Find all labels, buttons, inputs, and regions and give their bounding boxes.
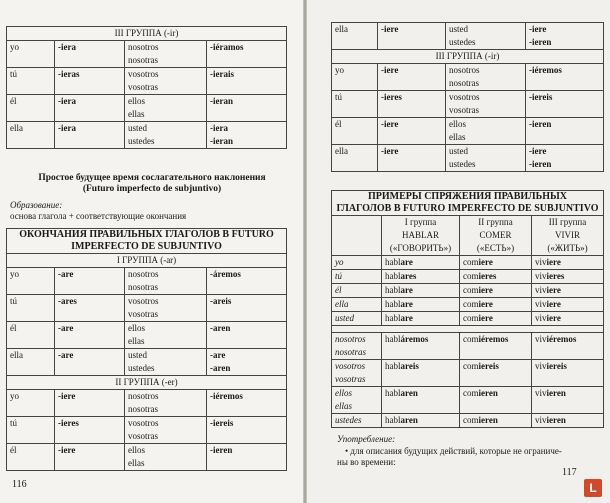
pronoun: yo	[332, 64, 378, 91]
endings-title: ОКОНЧАНИЯ ПРАВИЛЬНЫХ ГЛАГОЛОВ В FUTURO IMPERFECTO DE SUBJUNTIVO	[7, 229, 287, 254]
table-row: él hablare comiere viviere	[332, 284, 604, 298]
table-row: ustedes hablaren comieren vivieren	[332, 414, 604, 428]
plural-pronouns: vosotros vosotras	[125, 295, 207, 322]
verb-ending: ieren	[478, 415, 498, 425]
formation-text: основа глагола + соответствующие окончания	[10, 211, 187, 221]
ending: -iereis	[207, 417, 287, 444]
ending: -iereis	[526, 91, 604, 118]
ending: -iere	[378, 145, 446, 172]
ending: -áremos	[207, 268, 287, 295]
verb-ending: iereis	[546, 361, 567, 371]
ending: -ieran	[207, 95, 287, 122]
plural-pronouns: ellos ellas	[125, 322, 207, 349]
pronoun: tú	[7, 295, 55, 322]
table-row: nosotros nosotras habláremos comiéremos viviéremos	[332, 333, 604, 360]
verb-ending: ieren	[546, 415, 566, 425]
verb-ending: iere	[478, 299, 493, 309]
header-group2: II группа COMER («ЕСТЬ»)	[460, 216, 532, 256]
pronoun: yo	[7, 268, 55, 295]
ending: -areis	[207, 295, 287, 322]
plural-pronouns: usted ustedes	[446, 23, 526, 50]
plural-pronouns: ellos ellas	[125, 444, 207, 471]
pronoun: yo	[7, 390, 55, 417]
verb-ending: ieren	[478, 388, 498, 398]
pronoun: ella	[332, 145, 378, 172]
verb-ending: ieres	[478, 271, 497, 281]
ending: -iere	[55, 390, 125, 417]
table-row: vosotros vosotras hablareis comiereis viviereis	[332, 360, 604, 387]
header-group3: III группа VIVIR («ЖИТЬ»)	[532, 216, 604, 256]
pronoun: él	[7, 95, 55, 122]
pronoun: yo	[7, 41, 55, 68]
formation-label: Образование:	[10, 200, 63, 210]
verb-ending: are	[400, 257, 413, 267]
ending: -iera	[55, 122, 125, 149]
group3-top-title: III ГРУППА (-ir)	[7, 27, 287, 41]
endings-table	[6, 228, 287, 471]
ending: -iéramos	[207, 41, 287, 68]
verb-ending: iéremos	[546, 334, 577, 344]
verb-ending: are	[400, 299, 413, 309]
usage-line-1: • для описания будущих действий, которые не ограниче-	[345, 446, 562, 456]
ending: -iera	[55, 41, 125, 68]
header-empty	[332, 216, 382, 256]
publisher-logo-icon: L	[584, 479, 602, 497]
pronoun: ella	[332, 23, 378, 50]
table-row: tú hablares comieres vivieres	[332, 270, 604, 284]
ending: -iere	[55, 444, 125, 471]
verb-ending: iereis	[478, 361, 499, 371]
verb-ending: are	[400, 313, 413, 323]
plural-pronouns: nosotros nosotras	[125, 268, 207, 295]
group3-title: III ГРУППА (-ir)	[332, 50, 604, 64]
usage-label: Употребление:	[337, 434, 396, 444]
table-row: yo hablare comiere viviere	[332, 256, 604, 270]
verb-ending: iere	[546, 285, 561, 295]
ending: -aren	[207, 322, 287, 349]
ending: -ieren	[207, 444, 287, 471]
group3-table	[331, 22, 604, 172]
ending: -iéremos	[526, 64, 604, 91]
right-page	[307, 0, 610, 503]
pronoun: él	[7, 322, 55, 349]
plural-pronouns: usted ustedes	[446, 145, 526, 172]
verb-ending: are	[400, 285, 413, 295]
verb-ending: iere	[546, 313, 561, 323]
ending: -iera	[55, 95, 125, 122]
pronoun: ella	[7, 122, 55, 149]
verb-ending: ares	[400, 271, 417, 281]
ending: -iéremos	[207, 390, 287, 417]
pronoun: tú	[332, 91, 378, 118]
ending: -ieren	[526, 118, 604, 145]
header-group1: I группа HABLAR («ГОВОРИТЬ»)	[382, 216, 460, 256]
verb-ending: ieren	[546, 388, 566, 398]
verb-ending: iere	[546, 299, 561, 309]
verb-ending: iere	[478, 313, 493, 323]
pronoun: ella	[7, 349, 55, 376]
left-page	[0, 0, 303, 503]
ending: -iere	[378, 118, 446, 145]
group2-title: II ГРУППА (-er)	[7, 376, 287, 390]
ending: -ieres	[55, 417, 125, 444]
plural-pronouns: nosotros nosotras	[125, 41, 207, 68]
group3-top-table	[6, 26, 287, 149]
plural-pronouns: usted ustedes	[125, 349, 207, 376]
ending: -are	[55, 349, 125, 376]
section-heading: Простое будущее время сослагательного наклонения (Futuro imperfecto de subjuntivo)	[38, 173, 266, 194]
verb-ending: ieres	[546, 271, 565, 281]
verb-ending: iere	[546, 257, 561, 267]
ending: -ieres	[378, 91, 446, 118]
ending: -are -aren	[207, 349, 287, 376]
plural-pronouns: vosotros vosotras	[446, 91, 526, 118]
ending: -iere	[378, 64, 446, 91]
plural-pronouns: vosotros vosotras	[125, 417, 207, 444]
table-row: usted hablare comiere viviere	[332, 312, 604, 326]
plural-pronouns: vosotros vosotras	[125, 68, 207, 95]
plural-pronouns: nosotros nosotras	[125, 390, 207, 417]
table-spacer	[332, 326, 604, 333]
table-row: ella hablare comiere viviere	[332, 298, 604, 312]
verb-ending: aren	[400, 388, 418, 398]
verb-ending: areis	[400, 361, 419, 371]
examples-table	[331, 190, 604, 428]
ending: -are	[55, 268, 125, 295]
pronoun: él	[332, 118, 378, 145]
plural-pronouns: ellos ellas	[446, 118, 526, 145]
ending: -ieras	[55, 68, 125, 95]
plural-pronouns: usted ustedes	[125, 122, 207, 149]
table-row: ellos ellas hablaren comieren vivieren	[332, 387, 604, 414]
verb-ending: áremos	[400, 334, 429, 344]
ending: -iere -ieren	[526, 145, 604, 172]
page-number-left: 116	[12, 479, 27, 490]
examples-title: ПРИМЕРЫ СПРЯЖЕНИЯ ПРАВИЛЬНЫХ ГЛАГОЛОВ В FUTURO IMPERFECTO DE SUBJUNTIVO	[332, 191, 604, 216]
pronoun: él	[7, 444, 55, 471]
verb-ending: iere	[478, 257, 493, 267]
pronoun: tú	[7, 68, 55, 95]
ending: -iere	[378, 23, 446, 50]
page-number-right: 117	[562, 467, 577, 478]
ending: -are	[55, 322, 125, 349]
ending: -ierais	[207, 68, 287, 95]
usage-line-2: ны во времени:	[337, 457, 396, 467]
verb-ending: iere	[478, 285, 493, 295]
group1-title: I ГРУППА (-ar)	[7, 254, 287, 268]
ending: -iera -ieran	[207, 122, 287, 149]
verb-ending: iéremos	[478, 334, 509, 344]
ending: -ares	[55, 295, 125, 322]
verb-ending: aren	[400, 415, 418, 425]
pronoun: tú	[7, 417, 55, 444]
plural-pronouns: ellos ellas	[125, 95, 207, 122]
ending: -iere -ieren	[526, 23, 604, 50]
plural-pronouns: nosotros nosotras	[446, 64, 526, 91]
